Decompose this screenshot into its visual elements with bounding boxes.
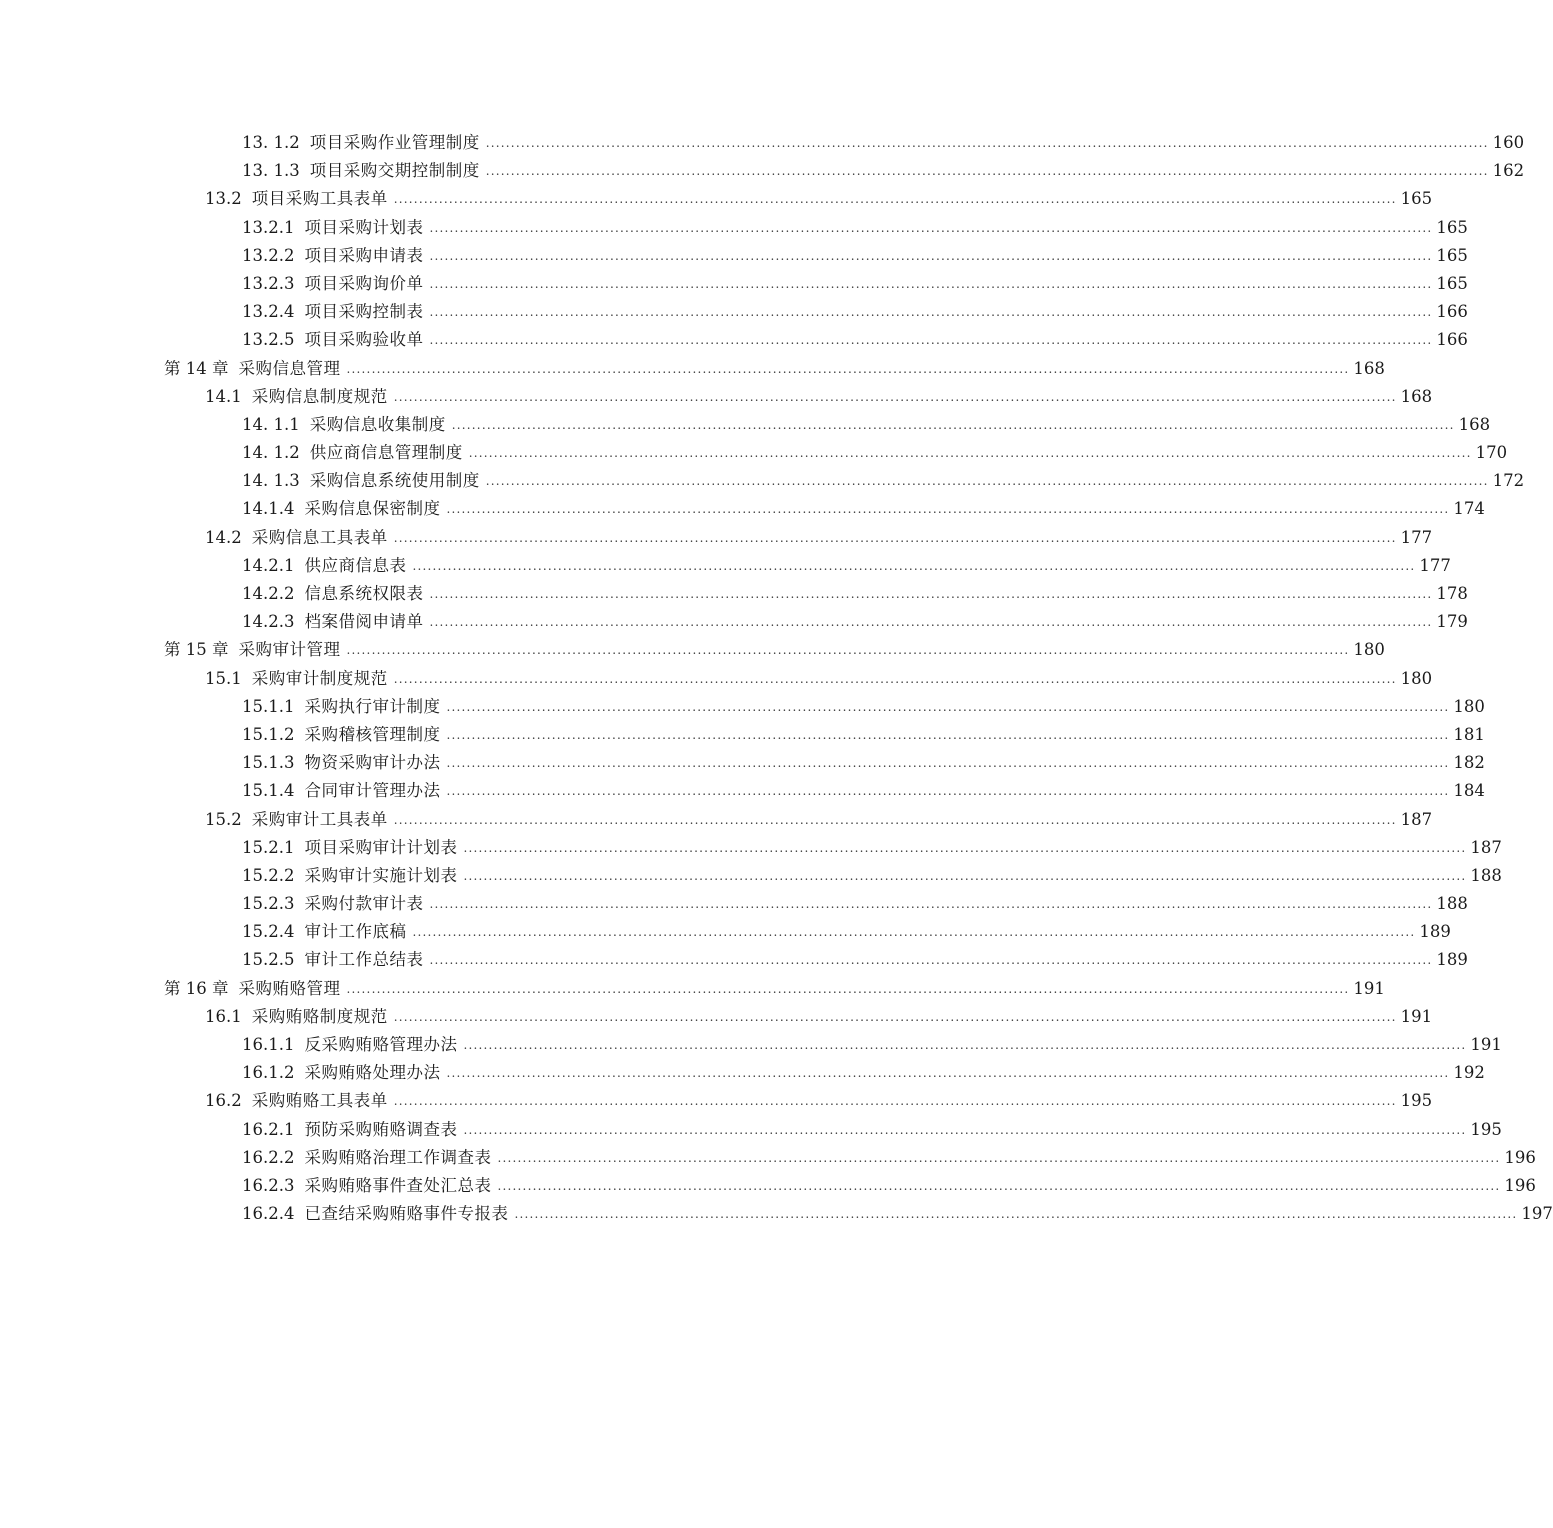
toc-entry-page-number: 184: [1453, 781, 1485, 801]
toc-entry-title: 项目采购验收单: [304, 330, 424, 350]
toc-entry-number: 16.2.2: [242, 1147, 295, 1167]
toc-entry-page-number: 189: [1419, 922, 1451, 942]
toc-entry-number: 第 16 章: [164, 978, 229, 998]
toc-entry-title: 合同审计管理办法: [304, 781, 441, 801]
toc-entry-page-number: 165: [1436, 273, 1468, 293]
toc-entry-page-number: 195: [1470, 1119, 1502, 1139]
toc-entry-number: 13. 1.3: [242, 161, 300, 181]
toc-entry-title: 供应商信息管理制度: [309, 443, 463, 463]
toc-entry-title: 项目采购控制表: [304, 302, 424, 322]
toc-entry[interactable]: [0, 355, 1385, 383]
toc-entry-title: 采购付款审计表: [304, 894, 424, 914]
dot-leader: ........................................................................................................................................................................................................: [346, 643, 1350, 658]
toc-entry-title: 审计工作底稿: [304, 922, 407, 942]
dot-leader: ........................................................................................................................................................................................................: [393, 1094, 1397, 1109]
toc-entry[interactable]: [0, 1172, 1536, 1200]
dot-leader: ........................................................................................................................................................................................................: [412, 925, 1416, 940]
dot-leader: ........................................................................................................................................................................................................: [393, 812, 1397, 827]
toc-entry-number: 15.1.2: [242, 724, 295, 744]
toc-entry-number: 15.1.4: [242, 781, 295, 801]
toc-entry-number: 15.2.4: [242, 922, 295, 942]
toc-entry[interactable]: [0, 214, 1468, 242]
toc-entry[interactable]: [0, 862, 1502, 890]
toc-entry[interactable]: [0, 749, 1485, 777]
toc-entry-number: 13.2.4: [242, 302, 295, 322]
toc-entry-number: 16.1.1: [242, 1035, 295, 1054]
toc-entry-page-number: 168: [1353, 358, 1385, 378]
toc-entry-page-number: 189: [1436, 950, 1468, 970]
toc-entry-page-number: 196: [1504, 1147, 1536, 1167]
dot-leader: ........................................................................................................................................................................................................: [429, 615, 1433, 630]
toc-entry-number: 16.1.2: [242, 1063, 295, 1083]
toc-entry-number: 16.2: [205, 1091, 242, 1111]
dot-leader: ........................................................................................................................................................................................................: [346, 981, 1350, 996]
toc-entry-number: 16.2.4: [242, 1204, 295, 1224]
toc-entry-number: 16.2.3: [242, 1175, 295, 1195]
table-of-contents: [0, 129, 1553, 1228]
toc-entry-page-number: 179: [1436, 612, 1468, 632]
toc-entry-number: 16.1: [205, 1006, 242, 1026]
toc-entry-page-number: 178: [1436, 584, 1468, 603]
dot-leader: ........................................................................................................................................................................................................: [393, 671, 1397, 686]
dot-leader: ........................................................................................................................................................................................................: [497, 1178, 1501, 1193]
toc-entry-title: 已查结采购贿赂事件专报表: [304, 1204, 509, 1224]
dot-leader: ........................................................................................................................................................................................................: [446, 756, 1450, 771]
toc-entry-page-number: 168: [1458, 414, 1491, 434]
dot-leader: ........................................................................................................................................................................................................: [429, 220, 1433, 235]
toc-entry[interactable]: [0, 157, 1525, 185]
toc-entry-page-number: 195: [1400, 1091, 1433, 1111]
toc-entry-page-number: 191: [1400, 1006, 1433, 1026]
toc-entry-title: 采购贿赂治理工作调查表: [304, 1147, 492, 1167]
toc-entry-number: 15.1: [205, 668, 242, 688]
toc-entry-title: 项目采购工具表单: [251, 189, 388, 209]
toc-entry[interactable]: [0, 777, 1485, 805]
toc-entry-title: 项目采购申请表: [304, 245, 424, 265]
toc-entry-page-number: 191: [1470, 1035, 1502, 1054]
toc-entry[interactable]: [0, 1031, 1502, 1059]
toc-entry-number: 第 15 章: [164, 640, 229, 660]
toc-entry-page-number: 188: [1436, 894, 1468, 914]
toc-entry-number: 13.2.1: [242, 217, 295, 237]
toc-entry-number: 14.1: [205, 386, 242, 406]
toc-entry[interactable]: [0, 1144, 1536, 1172]
toc-entry-title: 采购审计制度规范: [251, 668, 388, 688]
toc-entry[interactable]: [0, 693, 1485, 721]
toc-entry-number: 14. 1.3: [242, 471, 300, 491]
toc-entry[interactable]: [0, 1087, 1433, 1115]
toc-entry[interactable]: [0, 975, 1385, 1003]
toc-entry-page-number: 162: [1492, 161, 1525, 181]
toc-entry-number: 16.2.1: [242, 1119, 295, 1139]
toc-entry-title: 供应商信息表: [304, 555, 407, 575]
toc-entry-number: 13.2.3: [242, 273, 295, 293]
toc-entry-page-number: 181: [1453, 724, 1485, 744]
toc-entry-number: 第 14 章: [164, 358, 229, 378]
dot-leader: ........................................................................................................................................................................................................: [463, 1038, 1467, 1052]
toc-entry-title: 采购信息管理: [238, 358, 341, 378]
toc-entry[interactable]: [0, 721, 1485, 749]
toc-entry-number: 15.2.3: [242, 894, 295, 914]
toc-entry-number: 13.2: [205, 189, 242, 209]
toc-entry-title: 项目采购计划表: [304, 217, 424, 237]
toc-entry[interactable]: [0, 1116, 1502, 1144]
toc-entry-title: 采购信息制度规范: [251, 386, 388, 406]
toc-entry[interactable]: [0, 636, 1385, 664]
toc-entry-title: 项目采购交期控制制度: [309, 161, 480, 181]
dot-leader: ........................................................................................................................................................................................................: [429, 897, 1433, 912]
dot-leader: ........................................................................................................................................................................................................: [446, 1066, 1450, 1081]
dot-leader: ........................................................................................................................................................................................................: [485, 164, 1489, 179]
toc-entry[interactable]: [0, 467, 1525, 495]
toc-entry-title: 采购贿赂制度规范: [251, 1006, 388, 1026]
toc-entry-number: 14.1.4: [242, 499, 295, 519]
toc-entry-title: 采购信息收集制度: [309, 414, 446, 434]
toc-entry-title: 预防采购贿赂调查表: [304, 1119, 458, 1139]
toc-entry[interactable]: [0, 608, 1468, 636]
toc-entry-page-number: 191: [1353, 978, 1385, 998]
toc-entry[interactable]: [0, 1059, 1485, 1087]
toc-entry-page-number: 174: [1453, 499, 1485, 519]
toc-entry-number: 13. 1.2: [242, 133, 300, 152]
toc-entry-number: 13.2.5: [242, 330, 295, 350]
toc-entry-title: 采购审计工具表单: [251, 809, 388, 829]
toc-entry[interactable]: [0, 580, 1468, 608]
toc-entry-number: 15.2.2: [242, 865, 295, 885]
dot-leader: ........................................................................................................................................................................................................: [412, 558, 1416, 573]
toc-entry[interactable]: [0, 270, 1468, 298]
dot-leader: ........................................................................................................................................................................................................: [393, 530, 1397, 545]
toc-entry[interactable]: [0, 834, 1502, 862]
toc-entry-number: 14.2.3: [242, 612, 295, 632]
dot-leader: ........................................................................................................................................................................................................: [446, 699, 1450, 714]
toc-entry-page-number: 177: [1400, 527, 1433, 547]
toc-entry-title: 采购贿赂工具表单: [251, 1091, 388, 1111]
toc-entry-title: 采购贿赂事件查处汇总表: [304, 1175, 492, 1195]
toc-entry-title: 反采购贿赂管理办法: [304, 1035, 458, 1054]
dot-leader: ........................................................................................................................................................................................................: [485, 136, 1489, 150]
toc-entry-title: 档案借阅申请单: [304, 612, 424, 632]
dot-leader: ........................................................................................................................................................................................................: [429, 587, 1433, 601]
toc-entry-page-number: 182: [1453, 753, 1485, 773]
toc-entry[interactable]: [0, 890, 1468, 918]
toc-entry[interactable]: [0, 439, 1508, 467]
toc-entry[interactable]: [0, 552, 1451, 580]
toc-entry-title: 采购贿赂处理办法: [304, 1063, 441, 1083]
dot-leader: ........................................................................................................................................................................................................: [393, 1009, 1397, 1024]
dot-leader: ........................................................................................................................................................................................................: [429, 953, 1433, 968]
toc-entry-number: 14. 1.2: [242, 443, 300, 463]
toc-entry[interactable]: [0, 806, 1433, 834]
toc-entry[interactable]: [0, 524, 1433, 552]
toc-entry-title: 采购贿赂管理: [238, 978, 341, 998]
toc-entry-title: 采购信息工具表单: [251, 527, 388, 547]
toc-entry-page-number: 165: [1436, 245, 1468, 265]
toc-entry-page-number: 166: [1436, 330, 1468, 350]
toc-entry-page-number: 172: [1492, 471, 1525, 491]
dot-leader: ........................................................................................................................................................................................................: [485, 474, 1489, 489]
toc-entry-title: 采购执行审计制度: [304, 696, 441, 716]
dot-leader: ........................................................................................................................................................................................................: [514, 1207, 1518, 1222]
toc-entry-title: 物资采购审计办法: [304, 753, 441, 773]
dot-leader: ........................................................................................................................................................................................................: [429, 248, 1433, 263]
toc-entry-page-number: 180: [1453, 696, 1485, 716]
toc-entry-title: 采购审计管理: [238, 640, 341, 660]
toc-entry[interactable]: [0, 665, 1433, 693]
toc-entry[interactable]: [0, 411, 1491, 439]
toc-entry[interactable]: [0, 918, 1451, 946]
toc-entry-page-number: 180: [1353, 640, 1385, 660]
toc-entry[interactable]: [0, 242, 1468, 270]
toc-entry-title: 采购稽核管理制度: [304, 724, 441, 744]
toc-entry[interactable]: [0, 946, 1468, 974]
dot-leader: ........................................................................................................................................................................................................: [497, 1150, 1501, 1165]
dot-leader: ........................................................................................................................................................................................................: [463, 840, 1467, 855]
dot-leader: ........................................................................................................................................................................................................: [463, 1122, 1467, 1137]
toc-entry-page-number: 187: [1470, 837, 1502, 857]
toc-entry-number: 14.2.1: [242, 555, 295, 575]
dot-leader: ........................................................................................................................................................................................................: [468, 446, 1472, 461]
toc-entry-title: 审计工作总结表: [304, 950, 424, 970]
dot-leader: ........................................................................................................................................................................................................: [393, 389, 1397, 404]
toc-entry[interactable]: [0, 298, 1468, 326]
toc-entry[interactable]: [0, 1003, 1433, 1031]
dot-leader: ........................................................................................................................................................................................................: [451, 417, 1455, 432]
toc-entry-page-number: 177: [1419, 555, 1451, 575]
toc-entry-page-number: 160: [1492, 133, 1525, 152]
toc-entry-page-number: 166: [1436, 302, 1468, 322]
dot-leader: ........................................................................................................................................................................................................: [463, 868, 1467, 883]
dot-leader: ........................................................................................................................................................................................................: [429, 305, 1433, 320]
dot-leader: ........................................................................................................................................................................................................: [429, 276, 1433, 291]
toc-entry-title: 信息系统权限表: [304, 584, 424, 603]
dot-leader: ........................................................................................................................................................................................................: [446, 727, 1450, 742]
toc-entry-number: 13.2.2: [242, 245, 295, 265]
toc-entry-number: 14. 1.1: [242, 414, 300, 434]
toc-entry-page-number: 192: [1453, 1063, 1485, 1083]
toc-entry[interactable]: [0, 495, 1485, 523]
toc-entry[interactable]: [0, 326, 1468, 354]
toc-entry-page-number: 196: [1504, 1175, 1536, 1195]
toc-entry-title: 采购信息系统使用制度: [309, 471, 480, 491]
dot-leader: ........................................................................................................................................................................................................: [446, 502, 1450, 517]
dot-leader: ........................................................................................................................................................................................................: [429, 333, 1433, 348]
toc-entry-number: 14.2.2: [242, 584, 295, 603]
toc-entry-number: 15.1.3: [242, 753, 295, 773]
toc-entry-title: 项目采购作业管理制度: [309, 133, 480, 152]
toc-entry[interactable]: [0, 129, 1525, 157]
dot-leader: ........................................................................................................................................................................................................: [393, 192, 1397, 207]
dot-leader: ........................................................................................................................................................................................................: [346, 361, 1350, 376]
toc-entry-number: 15.2.1: [242, 837, 295, 857]
toc-entry-title: 采购信息保密制度: [304, 499, 441, 519]
toc-entry-title: 采购审计实施计划表: [304, 865, 458, 885]
toc-entry-page-number: 165: [1400, 189, 1433, 209]
toc-entry[interactable]: [0, 1200, 1553, 1228]
toc-entry-page-number: 188: [1470, 865, 1502, 885]
toc-entry-page-number: 170: [1475, 443, 1508, 463]
toc-entry[interactable]: [0, 383, 1433, 411]
toc-entry-number: 14.2: [205, 527, 242, 547]
toc-entry-title: 项目采购审计计划表: [304, 837, 458, 857]
toc-entry-number: 15.2: [205, 809, 242, 829]
toc-entry-number: 15.2.5: [242, 950, 295, 970]
toc-entry[interactable]: [0, 185, 1433, 213]
toc-entry-page-number: 187: [1400, 809, 1433, 829]
toc-entry-number: 15.1.1: [242, 696, 295, 716]
toc-entry-page-number: 180: [1400, 668, 1433, 688]
toc-entry-page-number: 197: [1521, 1204, 1553, 1224]
toc-entry-page-number: 168: [1400, 386, 1433, 406]
toc-entry-title: 项目采购询价单: [304, 273, 424, 293]
dot-leader: ........................................................................................................................................................................................................: [446, 784, 1450, 799]
toc-entry-page-number: 165: [1436, 217, 1468, 237]
